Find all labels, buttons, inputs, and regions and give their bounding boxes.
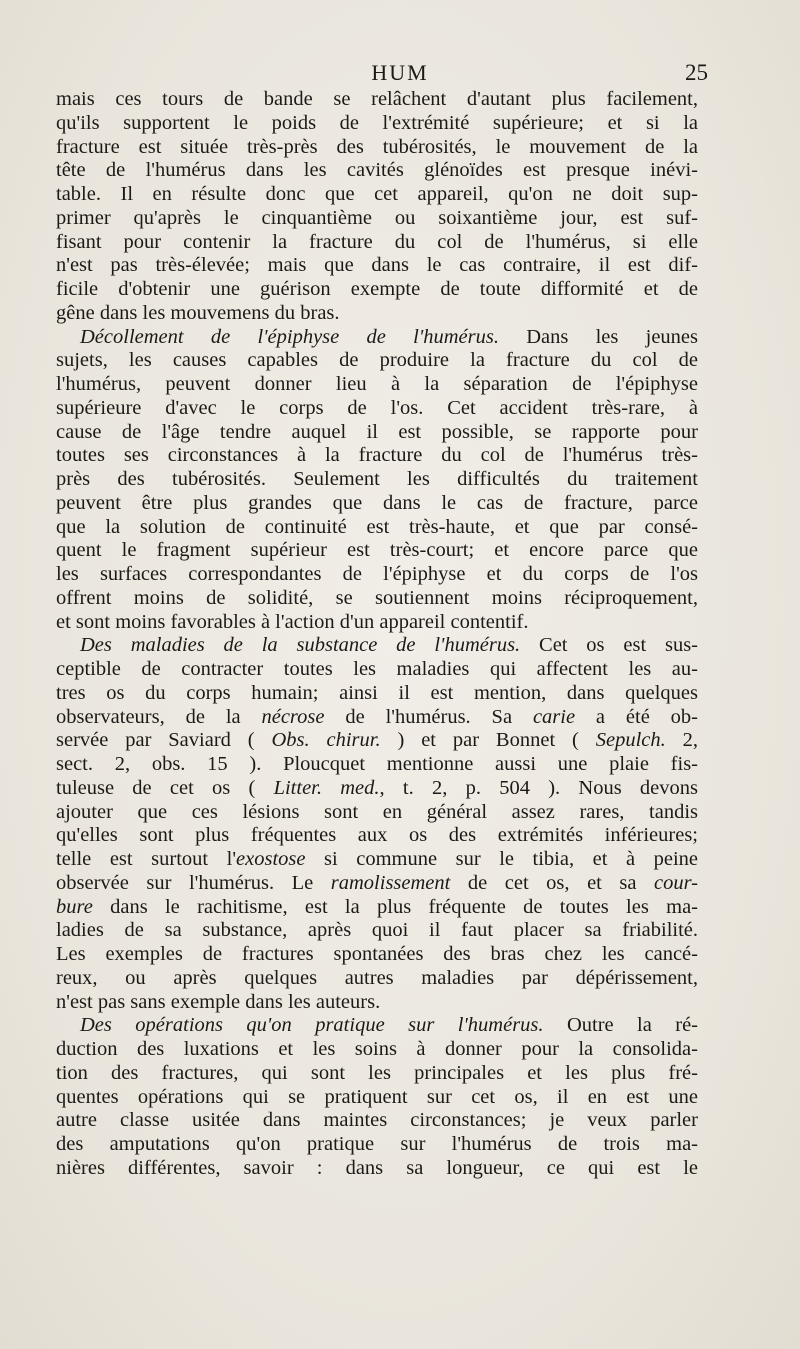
text-segment: près des tubérosités. Seulement les difficultés du traitement bbox=[56, 468, 698, 490]
text-segment: toutes ses circonstances à la fracture du col de l'humérus très- bbox=[56, 444, 698, 467]
text-line bbox=[56, 1038, 698, 1062]
text-line bbox=[56, 563, 698, 587]
text-line bbox=[56, 967, 698, 991]
text-segment: n'est pas sans exemple dans les auteurs. bbox=[56, 990, 381, 1013]
text-segment: quentes opérations qui se pratiquent sur cet os, il en est une bbox=[56, 1085, 698, 1108]
text-line bbox=[56, 634, 698, 658]
text-line bbox=[56, 1014, 698, 1038]
running-head: HUM bbox=[371, 60, 429, 85]
text-segment: des amputations qu'on pratique sur l'humérus de trois ma- bbox=[56, 1133, 698, 1155]
text-segment: duction des luxations et les soins à donner pour la consolida- bbox=[56, 1038, 698, 1060]
italic-text: exostose bbox=[236, 848, 306, 870]
text-line bbox=[56, 1086, 698, 1110]
text-segment: Dans les jeunes bbox=[498, 325, 698, 348]
text-line bbox=[56, 539, 698, 563]
text-segment: tuleuse de cet os ( bbox=[56, 776, 274, 799]
text-line bbox=[56, 824, 698, 848]
page-number: 25 bbox=[685, 60, 708, 85]
text-line bbox=[56, 587, 698, 611]
text-line bbox=[56, 1109, 698, 1133]
text-segment: servée par Saviard ( bbox=[56, 729, 272, 752]
text-line bbox=[56, 729, 698, 753]
text-segment: Cet os est sus- bbox=[520, 634, 698, 657]
text-line bbox=[56, 397, 698, 421]
text-line bbox=[56, 444, 698, 468]
text-line bbox=[56, 1133, 698, 1157]
text-line bbox=[56, 349, 698, 373]
text-segment: tête de l'humérus dans les cavités glénoïdes est presque inévi- bbox=[56, 159, 698, 182]
text-line bbox=[56, 801, 698, 825]
text-segment: telle est surtout l' bbox=[56, 848, 237, 870]
text-segment: ) et par Bonnet ( bbox=[380, 729, 596, 752]
italic-text: ramolissement bbox=[330, 871, 451, 894]
text-segment: quent le fragment supérieur est très-court; et encore parce que bbox=[56, 539, 698, 562]
text-line bbox=[56, 516, 698, 540]
body-text bbox=[56, 88, 698, 1181]
text-segment: a été ob- bbox=[575, 705, 698, 728]
text-segment: ceptible de contracter toutes les maladies qui affectent les au- bbox=[56, 658, 698, 680]
text-segment: 2, bbox=[665, 729, 698, 752]
italic-text: Des opérations qu'on pratique sur l'humérus. bbox=[80, 1014, 544, 1037]
text-line bbox=[56, 991, 698, 1015]
text-line bbox=[56, 896, 698, 920]
text-line bbox=[56, 753, 698, 777]
text-line bbox=[56, 1062, 698, 1086]
text-segment: ajouter que ces lésions sont en général assez rares, tandis bbox=[56, 800, 698, 823]
text-line bbox=[56, 373, 698, 397]
italic-text: cour- bbox=[654, 871, 698, 894]
text-segment: sujets, les causes capables de produire la fracture du col de bbox=[56, 349, 698, 372]
text-segment: dans le rachitisme, est la plus fréquente de toutes les ma- bbox=[92, 895, 698, 918]
text-segment: observée sur l'humérus. Le bbox=[56, 871, 331, 894]
text-line bbox=[56, 136, 698, 160]
text-segment: nières différentes, savoir : dans sa longueur, ce qui est le bbox=[56, 1156, 698, 1179]
text-segment: Les exemples de fractures spontanées des bras chez les cancé- bbox=[56, 943, 698, 965]
text-line bbox=[56, 919, 698, 943]
text-line bbox=[56, 777, 698, 801]
text-line bbox=[56, 1157, 698, 1181]
text-line bbox=[56, 943, 698, 967]
text-line bbox=[56, 302, 698, 326]
text-segment: autre classe usitée dans maintes circonstances; je veux parler bbox=[56, 1109, 698, 1132]
text-segment: , t. 2, p. 504 ). Nous devons bbox=[379, 776, 698, 799]
text-line bbox=[56, 682, 698, 706]
text-line bbox=[56, 706, 698, 730]
italic-text: Décollement de l'épiphyse de l'humérus. bbox=[80, 325, 499, 348]
text-segment: de l'humérus. Sa bbox=[324, 705, 533, 728]
text-line bbox=[56, 611, 698, 635]
italic-text: bure bbox=[56, 895, 93, 918]
italic-text: Litter. med. bbox=[273, 776, 380, 799]
text-line bbox=[56, 326, 698, 350]
text-segment: peuvent être plus grandes que dans le cas de fracture, parce bbox=[56, 491, 698, 514]
text-segment: tion des fractures, qui sont les principales et les plus fré- bbox=[56, 1061, 698, 1084]
text-segment: table. Il en résulte donc que cet appareil, qu'on ne doit sup- bbox=[56, 183, 698, 205]
text-segment: fisant pour contenir la fracture du col de l'humérus, si elle bbox=[56, 230, 698, 253]
text-line bbox=[56, 159, 698, 183]
text-line bbox=[56, 492, 698, 516]
text-segment: Outre la ré- bbox=[543, 1014, 698, 1037]
text-segment: si commune sur le tibia, et à peine bbox=[305, 848, 698, 870]
page-header bbox=[0, 60, 800, 90]
text-line bbox=[56, 231, 698, 255]
italic-text: carie bbox=[532, 705, 576, 728]
text-segment: reux, ou après quelques autres maladies par dépérissement, bbox=[56, 966, 698, 989]
text-segment: l'humérus, peuvent donner lieu à la séparation de l'épiphyse bbox=[56, 373, 698, 395]
text-line bbox=[56, 848, 698, 872]
text-segment: cause de l'âge tendre auquel il est possible, se rapporte pour bbox=[56, 420, 698, 443]
text-line bbox=[56, 278, 698, 302]
text-segment: sect. 2, obs. 15 ). Ploucquet mentionne aussi une plaie fis- bbox=[56, 753, 698, 775]
text-segment: offrent moins de solidité, se soutiennent moins réciproquement, bbox=[56, 586, 698, 609]
text-segment: gêne dans les mouvemens du bras. bbox=[56, 301, 340, 324]
italic-text: Sepulch. bbox=[595, 729, 666, 752]
text-segment: que la solution de continuité est très-haute, et que par consé- bbox=[56, 515, 698, 538]
italic-text: nécrose bbox=[261, 705, 325, 728]
text-segment: observateurs, de la bbox=[56, 705, 262, 728]
text-line bbox=[56, 468, 698, 492]
text-segment: de cet os, et sa bbox=[450, 871, 654, 894]
text-line bbox=[56, 88, 698, 112]
text-line bbox=[56, 183, 698, 207]
text-line bbox=[56, 112, 698, 136]
italic-text: Des maladies de la substance de l'humérus. bbox=[80, 634, 521, 657]
text-segment: tres os du corps humain; ainsi il est mention, dans quelques bbox=[56, 681, 698, 704]
text-segment: mais ces tours de bande se relâchent d'autant plus facilement, bbox=[56, 88, 698, 110]
italic-text: Obs. chirur. bbox=[271, 729, 381, 752]
text-line bbox=[56, 421, 698, 445]
text-segment: qu'ils supportent le poids de l'extrémité supérieure; et si la bbox=[56, 111, 698, 134]
text-line bbox=[56, 872, 698, 896]
text-line bbox=[56, 658, 698, 682]
text-segment: primer qu'après le cinquantième ou soixantième jour, est suf- bbox=[56, 206, 698, 229]
text-segment: fracture est située très-près des tubérosités, le mouvement de la bbox=[56, 135, 698, 158]
text-segment: supérieure d'avec le corps de l'os. Cet accident très-rare, à bbox=[56, 396, 698, 419]
text-segment: ficile d'obtenir une guérison exempte de toute difformité et de bbox=[56, 278, 698, 300]
text-segment: qu'elles sont plus fréquentes aux os des extrémités inférieures; bbox=[56, 824, 698, 847]
text-segment: n'est pas très-élevée; mais que dans le cas contraire, il est dif- bbox=[56, 254, 698, 277]
text-line bbox=[56, 207, 698, 231]
text-segment: les surfaces correspondantes de l'épiphyse et du corps de l'os bbox=[56, 563, 698, 585]
text-line bbox=[56, 254, 698, 278]
text-segment: et sont moins favorables à l'action d'un appareil contentif. bbox=[56, 610, 529, 633]
text-segment: ladies de sa substance, après quoi il faut placer sa friabilité. bbox=[56, 919, 698, 942]
